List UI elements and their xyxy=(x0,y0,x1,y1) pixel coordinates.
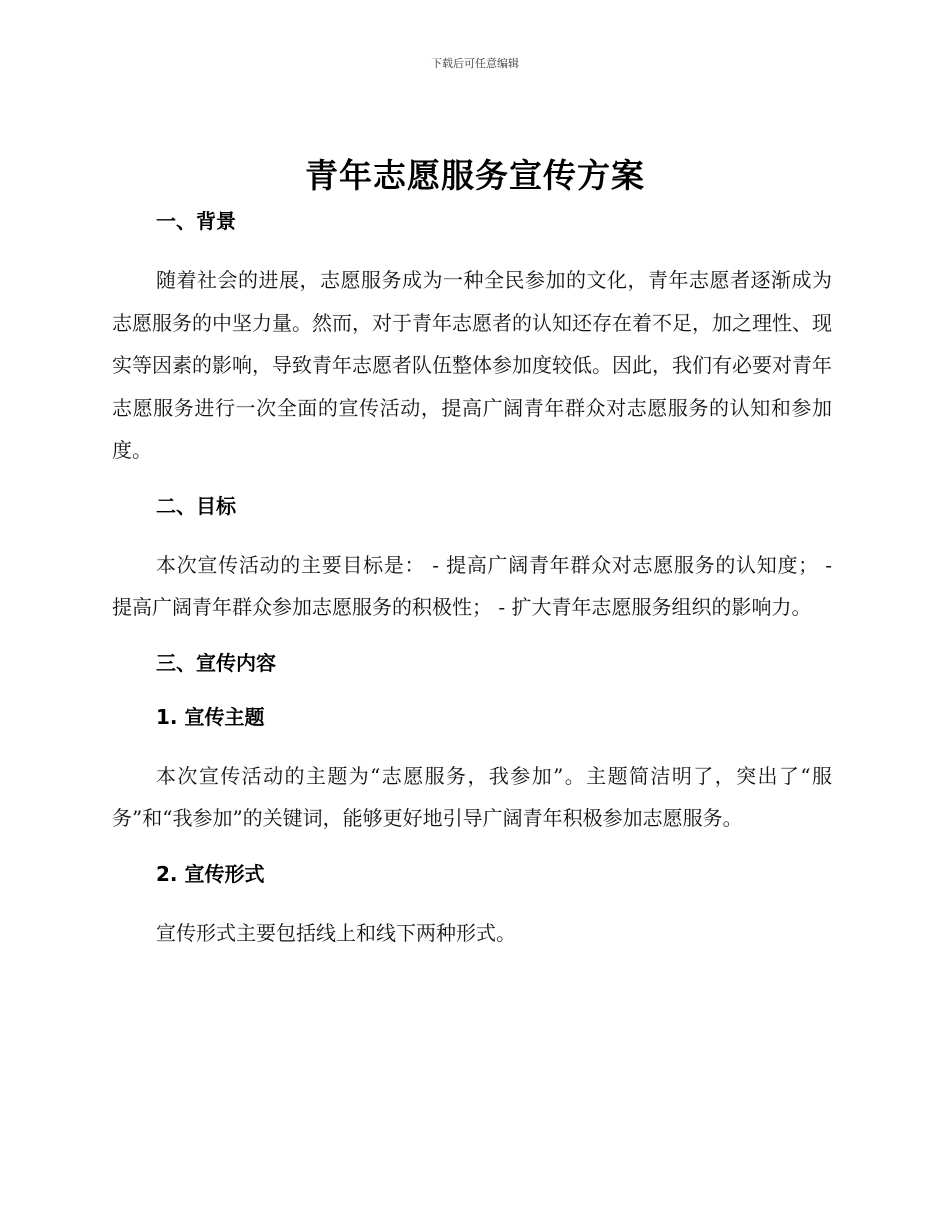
header-note: 下载后可任意编辑 xyxy=(431,57,519,70)
section-paragraph-background: 随着社会的进展，志愿服务成为一种全民参加的文化，青年志愿者逐渐成为志愿服务的中坚力量。然而，对于青年志愿者的认知还存在着不足，加之理性、现实等因素的影响，导致青年志愿者队伍整体参加度较低。因此，我们有必要对青年志愿服务进行一次全面的宣传活动，提高广阔青年群众对志愿服务的认知和参加度。 xyxy=(112,268,832,462)
subsection-heading-form: 2. 宣传形式 xyxy=(156,861,265,886)
section-heading-goals: 二、目标 xyxy=(156,493,236,518)
document-title: 青年志愿服务宣传方案 xyxy=(305,156,645,195)
document-body xyxy=(112,205,832,954)
section-heading-background: 一、背景 xyxy=(156,209,236,233)
section-paragraph-goals: 本次宣传活动的主要目标是： - 提高广阔青年群众对志愿服务的认知度； - 提高广阔青年群众参加志愿服务的积极性； - 扩大青年志愿服务组织的影响力。 xyxy=(112,552,832,619)
subsection-heading-theme: 1. 宣传主题 xyxy=(156,704,265,729)
subsection-paragraph-theme: 本次宣传活动的主题为“志愿服务，我参加”。主题简洁明了，突出了“服务”和“我参加”的关键词，能够更好地引导广阔青年积极参加志愿服务。 xyxy=(112,763,832,830)
subsection-paragraph-form: 宣传形式主要包括线上和线下两种形式。 xyxy=(156,920,516,945)
section-heading-content: 三、宣传内容 xyxy=(156,650,276,675)
